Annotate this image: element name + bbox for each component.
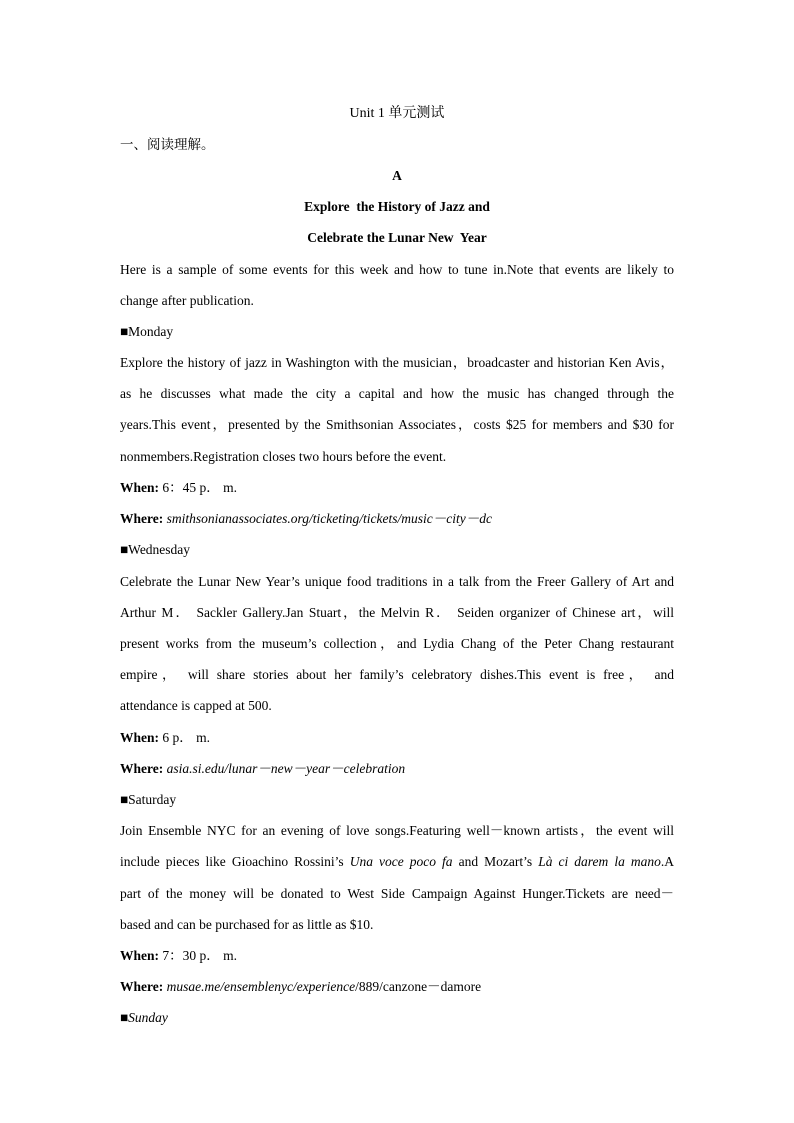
passage-title-line-1: Explore the History of Jazz and <box>304 199 490 214</box>
passage-letter: A <box>392 168 402 183</box>
event-text-line: empire， will share stories about her family’s celebratory dishes.This event is free， and <box>120 667 674 682</box>
song-title: Una voce poco fa <box>349 854 453 869</box>
when-value: 6：45 p． m. <box>162 480 238 495</box>
where-url: musae.me/ensemblenyc/experience <box>166 979 356 994</box>
event-text-line: years.This event，presented by the Smithsonian Associates，costs $25 for members and $30 for <box>120 417 674 432</box>
event-day-saturday: ■Saturday <box>120 792 177 807</box>
when-value: 7：30 p． m. <box>162 948 238 963</box>
event-text-line: part of the money will be donated to West Side Campaign Against Hunger.Tickets are need－ <box>120 886 674 901</box>
when-label: When: <box>120 730 160 745</box>
where-url: smithsonianassociates.org/ticketing/tickets/music－city－dc <box>166 511 492 526</box>
intro-line: change after publication. <box>120 293 254 308</box>
event-day-wednesday: ■Wednesday <box>120 542 191 557</box>
event-text-line <box>120 852 674 883</box>
song-title: Là ci darem la mano <box>538 854 661 869</box>
where-url: asia.si.edu/lunar－new－year－celebration <box>166 761 406 776</box>
when-label: When: <box>120 948 160 963</box>
intro-line: Here is a sample of some events for this week and how to tune in.Note that events are likely to <box>120 262 674 277</box>
event-where <box>120 509 674 540</box>
text-run: include pieces like Gioachino Rossini’s <box>120 854 350 869</box>
event-day-monday: ■Monday <box>120 324 174 339</box>
event-text-line: as he discusses what made the city a capital and how the music has changed through the <box>120 386 674 401</box>
event-where <box>120 759 674 790</box>
passage-title-line-2: Celebrate the Lunar New Year <box>307 230 487 245</box>
event-text-line: based and can be purchased for as little as $10. <box>120 917 374 932</box>
event-when <box>120 946 674 977</box>
page-title: Unit 1 单元测试 <box>349 106 445 121</box>
section-heading: 一、阅读理解。 <box>120 137 215 152</box>
event-when <box>120 478 674 509</box>
where-label: Where: <box>120 979 164 994</box>
where-label: Where: <box>120 761 164 776</box>
event-day-sunday <box>120 1008 674 1039</box>
event-text-line: nonmembers.Registration closes two hours before the event. <box>120 449 447 464</box>
event-text-line: attendance is capped at 500. <box>120 698 272 713</box>
when-label: When: <box>120 480 160 495</box>
day-name: Sunday <box>128 1010 168 1025</box>
event-text-line: Celebrate the Lunar New Year’s unique food traditions in a talk from the Freer Gallery of Art and <box>120 574 674 589</box>
event-text-line: present works from the museum’s collection，and Lydia Chang of the Peter Chang restaurant <box>120 636 674 651</box>
when-value: 6 p． m. <box>162 730 211 745</box>
where-label: Where: <box>120 511 164 526</box>
event-when <box>120 728 674 759</box>
text-run: and Mozart’s <box>452 854 539 869</box>
event-text-line: Explore the history of jazz in Washington with the musician，broadcaster and historian Ken Avis， <box>120 355 674 370</box>
event-where <box>120 977 674 1008</box>
text-run: .A <box>660 854 674 869</box>
where-url-tail: /889/canzone－damore <box>355 979 482 994</box>
event-text-line: Arthur M． Sackler Gallery.Jan Stuart，the Melvin R． Seiden organizer of Chinese art，will <box>120 605 674 620</box>
bullet-mark: ■ <box>120 1010 129 1025</box>
event-text-line: Join Ensemble NYC for an evening of love songs.Featuring well－known artists，the event will <box>120 823 674 838</box>
